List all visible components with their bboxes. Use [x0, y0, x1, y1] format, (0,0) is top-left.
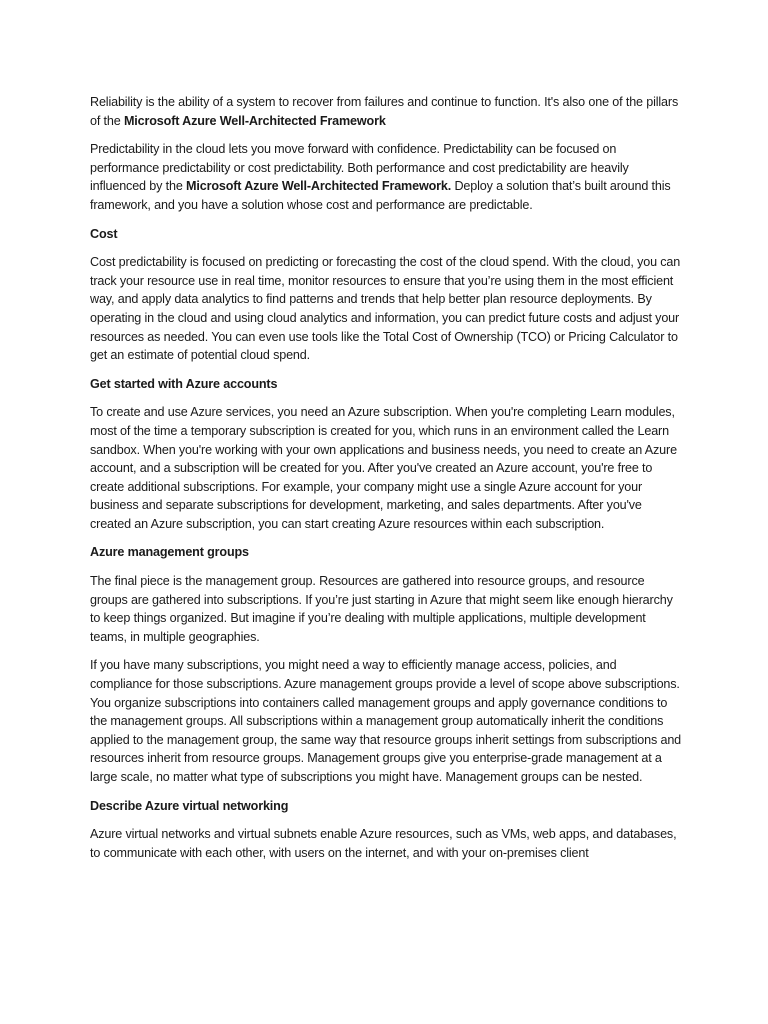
predictability-paragraph	[90, 140, 682, 214]
cost-paragraph: Cost predictability is focused on predicting or forecasting the cost of the cloud spend. With the cloud, you can track your resource use in real time, monitor resources to ensure that you’re using them in the most efficient way, and apply data analytics to find patterns and trends that help better plan resource deployments. By operating in the cloud and using cloud analytics and information, you can predict future costs and adjust your resources as needed. You can even use tools like the Total Cost of Ownership (TCO) or Pricing Calculator to get an estimate of potential cloud spend.	[90, 255, 681, 363]
framework-link-text: Microsoft Azure Well-Architected Framework	[123, 113, 386, 128]
management-groups-heading: Azure management groups	[90, 545, 249, 560]
document-page	[90, 93, 682, 872]
virtual-networking-heading: Describe Azure virtual networking	[90, 798, 289, 813]
cost-heading: Cost	[90, 226, 118, 241]
reliability-paragraph	[90, 93, 682, 130]
predictability-text-a: Predictability in the cloud lets you move forward with confidence. Predictability can be focused on performance predictability or cost predictability. Both performance and cost predictability are heavily influenced by the	[90, 142, 629, 194]
predictability-text-b: Deploy a solution that’s built around this framework, and you have a solution whose cost and performance are predictable.	[90, 179, 671, 212]
reliability-text: Reliability is the ability of a system to recover from failures and continue to function. It's also one of the pillars of the	[90, 95, 679, 128]
accounts-heading: Get started with Azure accounts	[90, 376, 278, 391]
accounts-paragraph: To create and use Azure services, you need an Azure subscription. When you're completing Learn modules, most of the time a temporary subscription is created for you, which runs in an environment called the Learn sandbox. When you're working with your own applications and business needs, you need to create an Azure account, and a subscription will be created for you. After you've created an Azure account, you're free to create additional subscriptions. For example, your company might use a single Azure account for your business and separate subscriptions for development, marketing, and sales departments. After you've created an Azure subscription, you can start creating Azure resources within each subscription.	[90, 405, 677, 531]
virtual-networking-paragraph: Azure virtual networks and virtual subnets enable Azure resources, such as VMs, web apps, and databases, to communicate with each other, with users on the internet, and with your on-premises client	[90, 827, 677, 860]
management-groups-paragraph-2: If you have many subscriptions, you might need a way to efficiently manage access, policies, and compliance for those subscriptions. Azure management groups provide a level of scope above subscriptions. You organize subscriptions into containers called management groups and apply governance conditions to the management groups. All subscriptions within a management group automatically inherit the conditions applied to the management group, the same way that resource groups inherit settings from subscriptions and resources inherit from resource groups. Management groups give you enterprise-grade management at a large scale, no matter what type of subscriptions you might have. Management groups can be nested.	[90, 658, 682, 784]
management-groups-paragraph-1: The final piece is the management group. Resources are gathered into resource groups, and resource groups are gathered into subscriptions. If you’re just starting in Azure that might seem like enough hierarchy to keep things organized. But imagine if you’re dealing with multiple applications, multiple development teams, in multiple geographies.	[90, 574, 673, 644]
framework-bold-text: Microsoft Azure Well-Architected Framework.	[186, 179, 452, 194]
